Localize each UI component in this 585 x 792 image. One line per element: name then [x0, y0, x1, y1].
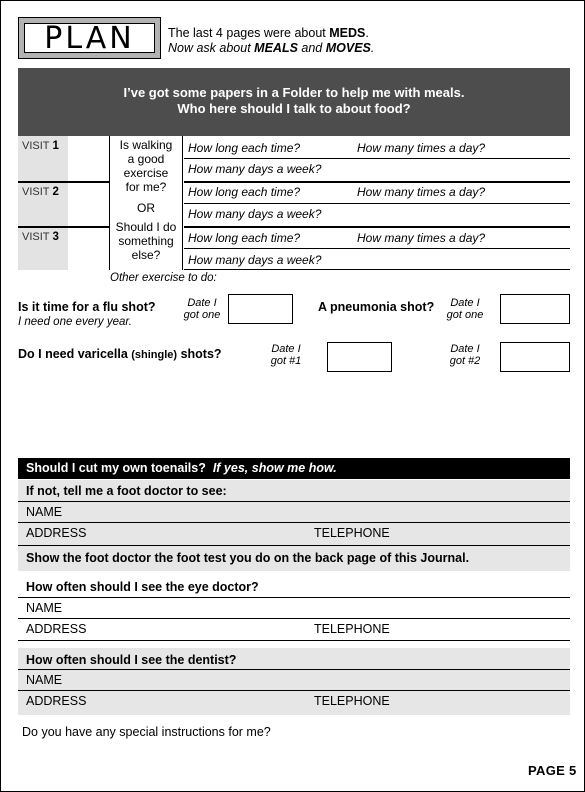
- date-label-line: got #1: [270, 355, 302, 367]
- date-label-line: got one: [183, 309, 221, 321]
- question-line: else?: [131, 248, 161, 262]
- exercise-table: [18, 136, 570, 270]
- times-a-day-field[interactable]: How many times a day?: [357, 141, 486, 155]
- name-label: NAME: [26, 505, 63, 519]
- visit-divider: [18, 226, 109, 228]
- times-a-day-field[interactable]: How many times a day?: [357, 185, 486, 199]
- intro-moves: MOVES: [325, 41, 371, 55]
- visit-2-label: [18, 182, 68, 226]
- varicella-shingle: (shingle): [131, 349, 178, 361]
- varicella-question: [18, 347, 222, 361]
- walking-question: [109, 136, 183, 270]
- plan-logo: [18, 17, 161, 59]
- how-long-field[interactable]: How long each time?: [188, 231, 301, 245]
- visit-divider: [18, 181, 109, 183]
- row-line: [18, 618, 570, 619]
- eye-telephone-label[interactable]: TELEPHONE: [314, 622, 390, 636]
- field-line: [184, 269, 570, 270]
- plan-logo-text: PLAN: [24, 23, 155, 53]
- how-long-field[interactable]: How long each time?: [188, 185, 301, 199]
- days-a-week-field[interactable]: How many days a week?: [188, 253, 322, 267]
- intro-text: [168, 26, 374, 56]
- foot-doctor-prompt: If not, tell me a foot doctor to see:: [26, 484, 227, 498]
- flu-shot-question: Is it time for a flu shot?: [18, 300, 156, 314]
- days-a-week-field[interactable]: How many days a week?: [188, 207, 322, 221]
- row-line: [18, 640, 570, 641]
- dentist-address-label[interactable]: ADDRESS: [26, 694, 87, 708]
- toenails-header: [18, 458, 570, 479]
- date-label-line: Date I: [450, 343, 480, 355]
- visit-number: 2: [52, 186, 59, 198]
- dentist-telephone-label[interactable]: TELEPHONE: [314, 694, 390, 708]
- date-label-line: got #2: [449, 355, 481, 367]
- address-label: ADDRESS: [26, 526, 87, 540]
- field-line: [184, 181, 570, 183]
- question-line: Should I do: [115, 220, 177, 234]
- question-line: Is walking: [119, 138, 173, 152]
- foot-doctor-prompt-row: [18, 480, 570, 501]
- field-line: [184, 203, 570, 204]
- other-exercise-field[interactable]: Other exercise to do:: [110, 272, 217, 284]
- intro-line-2-post: .: [370, 41, 375, 55]
- intro-line-2: [168, 41, 374, 56]
- eye-address-label[interactable]: ADDRESS: [26, 622, 87, 636]
- eye-name-label[interactable]: NAME: [26, 601, 63, 615]
- question-line: a good: [127, 152, 165, 166]
- meals-banner: [18, 68, 570, 136]
- date-label-line: Date I: [271, 343, 301, 355]
- toenails-question: Should I cut my own toenails?: [26, 461, 206, 475]
- toenails-instruction: If yes, show me how.: [212, 461, 337, 475]
- intro-meds: MEDS: [329, 26, 366, 40]
- intro-line-1-pre: The last 4 pages were about: [168, 26, 330, 40]
- special-instructions-prompt: Do you have any special instructions for me?: [22, 725, 271, 739]
- pneumonia-date-label: [442, 297, 488, 321]
- meals-banner-line-1: I’ve got some papers in a Folder to help me with meals.: [123, 85, 465, 100]
- pneumonia-shot-question: A pneumonia shot?: [318, 300, 435, 314]
- varicella-text: Do I need varicella: [18, 347, 132, 361]
- varicella-date1-box[interactable]: [327, 342, 392, 372]
- varicella-date1-label: [263, 343, 309, 367]
- intro-and: and: [297, 41, 326, 55]
- question-or: OR: [137, 201, 155, 215]
- date-label-line: Date I: [450, 297, 480, 309]
- times-a-day-field[interactable]: How many times a day?: [357, 231, 486, 245]
- eye-doctor-question: How often should I see the eye doctor?: [26, 580, 259, 594]
- pneumonia-date-box[interactable]: [500, 294, 570, 324]
- varicella-date2-label: [442, 343, 488, 367]
- visit-1-label: [18, 136, 68, 181]
- field-line: [184, 226, 570, 228]
- dentist-name-label[interactable]: NAME: [26, 673, 63, 687]
- question-line: for me?: [125, 180, 167, 194]
- flu-date-box[interactable]: [228, 294, 293, 324]
- foot-test-note: Show the foot doctor the foot test you do on the back page of this Journal.: [26, 551, 470, 565]
- page-number: PAGE 5: [528, 763, 577, 778]
- visit-3-label: [18, 227, 68, 270]
- intro-line-1-post: .: [365, 26, 369, 40]
- field-line: [184, 158, 570, 159]
- dentist-section: [18, 648, 570, 715]
- intro-line-1: [168, 26, 374, 41]
- varicella-date2-box[interactable]: [500, 342, 570, 372]
- visit-number: 3: [52, 231, 59, 243]
- flu-shot-note: I need one every year.: [18, 316, 133, 328]
- field-line: [184, 248, 570, 249]
- visit-word: VISIT: [22, 231, 50, 243]
- date-label-line: got one: [446, 309, 484, 321]
- visit-word: VISIT: [22, 186, 50, 198]
- row-line: [18, 597, 570, 598]
- intro-meals: MEALS: [254, 41, 298, 55]
- foot-doctor-address-row[interactable]: [18, 523, 570, 545]
- how-long-field[interactable]: How long each time?: [188, 141, 301, 155]
- foot-test-note-row: [18, 546, 570, 571]
- flu-date-label: [179, 297, 225, 321]
- date-label-line: Date I: [187, 297, 217, 309]
- row-line: [18, 690, 570, 691]
- question-line: exercise: [123, 166, 169, 180]
- visit-number: 1: [52, 140, 59, 152]
- dentist-question: How often should I see the dentist?: [26, 653, 237, 667]
- days-a-week-field[interactable]: How many days a week?: [188, 162, 322, 176]
- question-line: something: [118, 234, 174, 248]
- telephone-label: TELEPHONE: [314, 526, 390, 540]
- meals-banner-line-2: Who here should I talk to about food?: [177, 101, 411, 116]
- row-line: [18, 669, 570, 670]
- varicella-text: shots?: [177, 347, 222, 361]
- foot-doctor-name-row[interactable]: [18, 502, 570, 522]
- visit-word: VISIT: [22, 140, 50, 152]
- intro-line-2-pre: Now ask about: [168, 41, 255, 55]
